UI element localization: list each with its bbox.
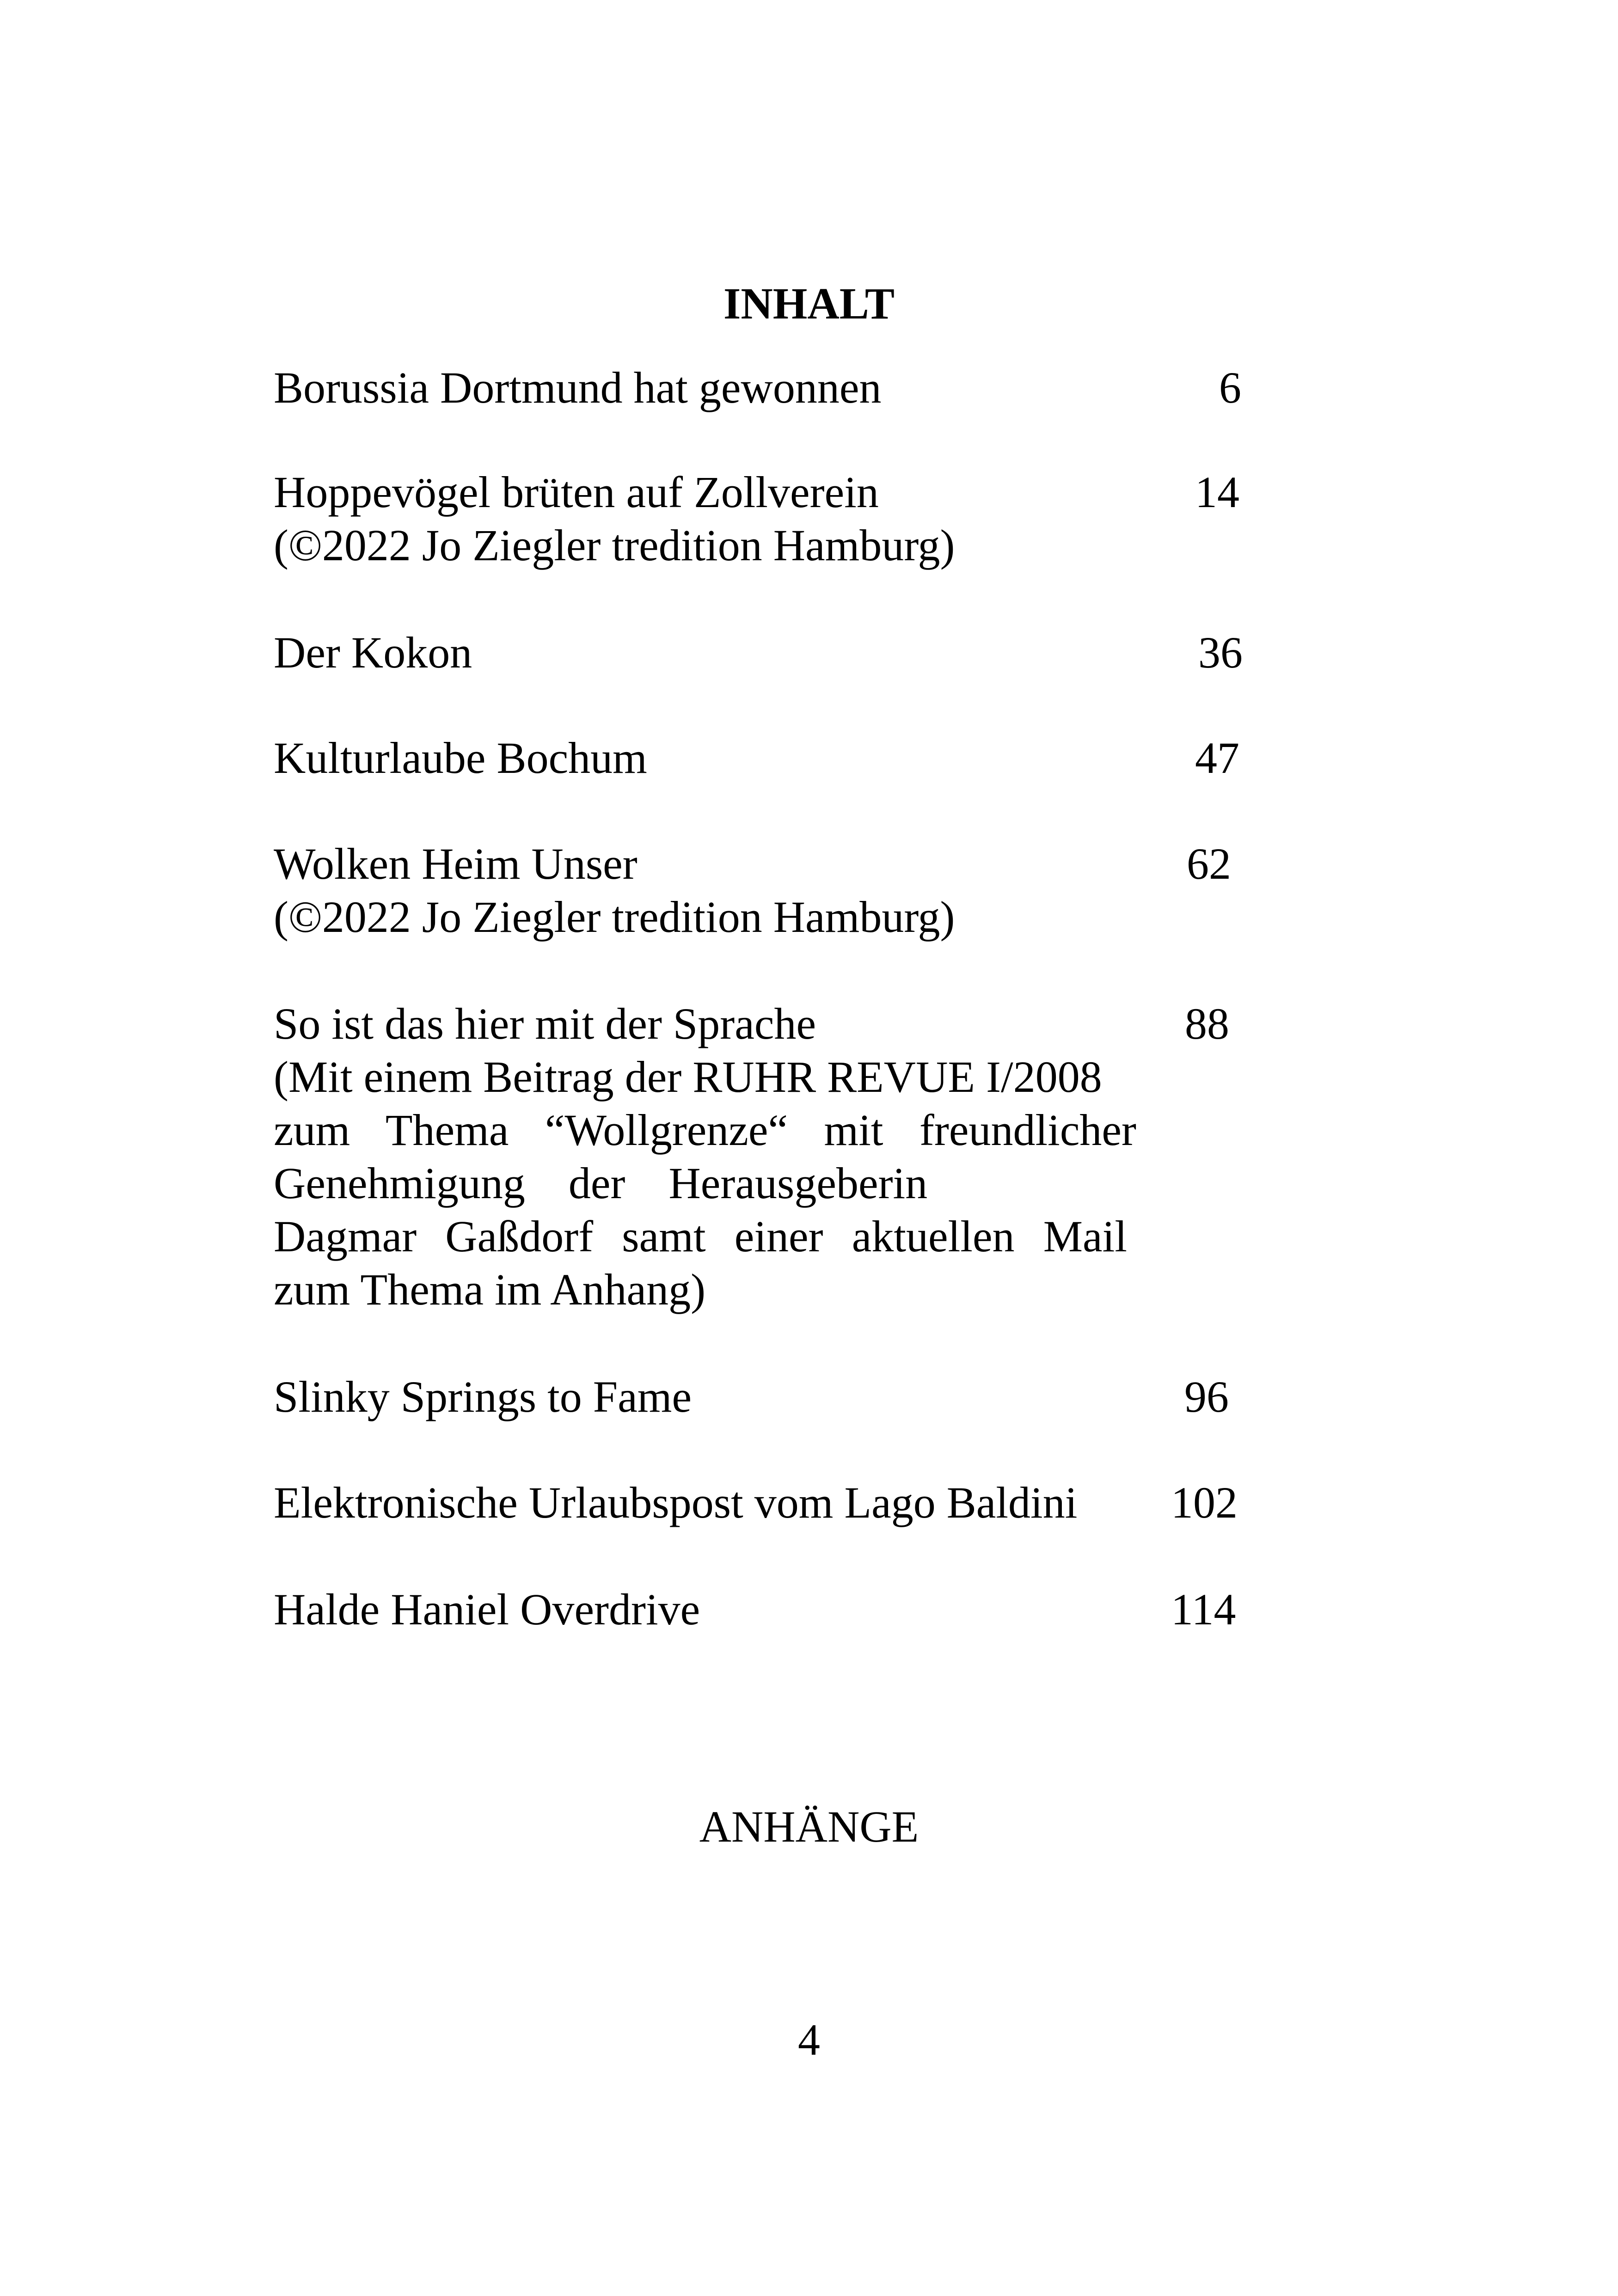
toc-entry-title: Wolken Heim Unser <box>274 839 637 888</box>
toc-entry-title: Kulturlaube Bochum <box>274 733 647 783</box>
toc-entry-title: Der Kokon <box>274 628 472 677</box>
toc-entry-page: 102 <box>1171 1478 1238 1527</box>
appendix-heading: ANHÄNGE <box>699 1802 919 1851</box>
toc-entry-title: Elektronische Urlaubspost vom Lago Baldini <box>274 1478 1078 1527</box>
toc-entry-title: Hoppevögel brüten auf Zollverein <box>274 467 879 517</box>
toc-entry-note-line: zum Thema “Wollgrenze“ mit freundlicher <box>274 1105 1136 1155</box>
toc-entry-page: 96 <box>1184 1372 1229 1421</box>
toc-entry-note: (©2022 Jo Ziegler tredition Hamburg) <box>274 520 955 570</box>
page-number: 4 <box>798 2015 820 2064</box>
toc-entry-title: Borussia Dortmund hat gewonnen <box>274 363 882 412</box>
toc-entry-page: 88 <box>1185 999 1229 1048</box>
toc-entry-note: (©2022 Jo Ziegler tredition Hamburg) <box>274 892 955 942</box>
toc-entry-page: 6 <box>1219 363 1241 412</box>
toc-entry-page: 114 <box>1171 1585 1236 1634</box>
toc-entry-page: 14 <box>1195 467 1239 517</box>
toc-entry-page: 47 <box>1195 733 1239 783</box>
toc-entry-title: Halde Haniel Overdrive <box>274 1585 700 1634</box>
toc-entry-note-line: Dagmar Gaßdorf samt einer aktuellen Mail <box>274 1212 1127 1261</box>
toc-entry-note-line: zum Thema im Anhang) <box>274 1265 706 1314</box>
toc-entry-page: 36 <box>1198 628 1243 677</box>
toc-entry-note-line: Genehmigung der Herausgeberin <box>274 1158 928 1208</box>
toc-title: INHALT <box>723 279 895 328</box>
toc-entry-title: So ist das hier mit der Sprache <box>274 999 816 1048</box>
toc-entry-page: 62 <box>1187 839 1231 888</box>
toc-entry-title: Slinky Springs to Fame <box>274 1372 692 1421</box>
toc-entry-note-line: (Mit einem Beitrag der RUHR REVUE I/2008 <box>274 1052 1102 1102</box>
